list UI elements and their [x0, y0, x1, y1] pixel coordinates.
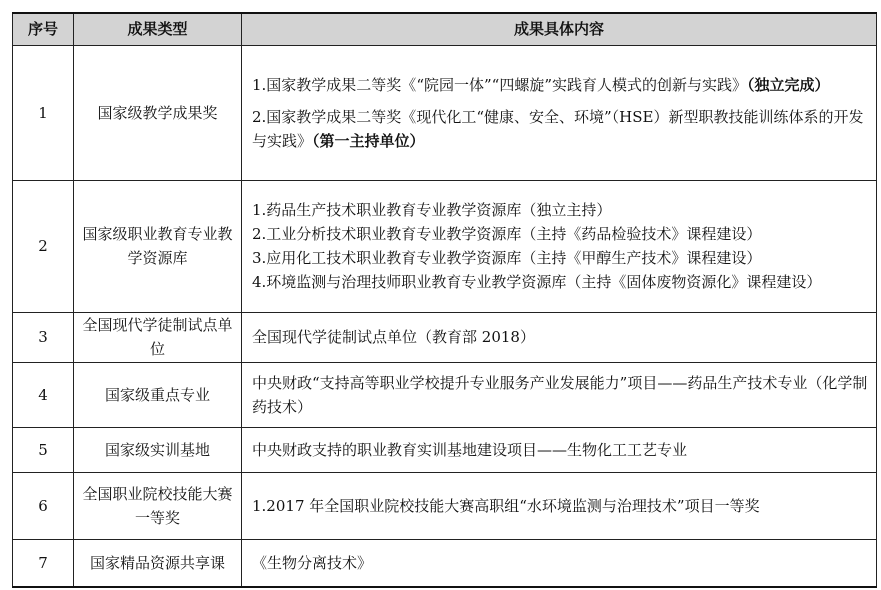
row-content — [242, 45, 877, 180]
row-content — [242, 539, 877, 587]
row-no: 5 — [13, 427, 74, 472]
content-item: 中央财政“支持高等职业学校提升专业服务产业发展能力”项目——药品生产技术专业（化学制药技术） — [252, 373, 868, 416]
content-item: 1.2017 年全国职业院校技能大赛高职组“水环境监测与治理技术”项目一等奖 — [252, 496, 760, 515]
row-type: 国家级职业教育专业教学资源库 — [74, 180, 242, 312]
row-no: 2 — [13, 180, 74, 312]
row-no: 6 — [13, 472, 74, 539]
row-type: 全国现代学徒制试点单位 — [74, 312, 242, 362]
row-content — [242, 180, 877, 312]
row-type: 全国职业院校技能大赛一等奖 — [74, 472, 242, 539]
row-type: 国家级重点专业 — [74, 362, 242, 427]
row-no: 3 — [13, 312, 74, 362]
content-item: 全国现代学徒制试点单位（教育部 2018） — [252, 328, 535, 347]
content-item: 《生物分离技术》 — [252, 553, 373, 572]
content-note: （第一主持单位） — [312, 131, 425, 150]
row-type: 国家级教学成果奖 — [74, 45, 242, 180]
header-content: 成果具体内容 — [242, 13, 877, 45]
table-row — [13, 362, 877, 427]
row-type: 国家精品资源共享课 — [74, 539, 242, 587]
achievements-table — [12, 12, 877, 588]
content-item: 2.工业分析技术职业教育专业教学资源库（主持《药品检验技术》课程建设） — [252, 225, 762, 244]
row-content — [242, 472, 877, 539]
table-row — [13, 312, 877, 362]
row-no: 7 — [13, 539, 74, 587]
table-row — [13, 45, 877, 180]
row-content — [242, 312, 877, 362]
table-row — [13, 180, 877, 312]
header-type: 成果类型 — [74, 13, 242, 45]
row-content — [242, 362, 877, 427]
table-row — [13, 539, 877, 587]
content-item: 4.环境监测与治理技师职业教育专业教学资源库（主持《固体废物资源化》课程建设） — [252, 273, 822, 292]
content-item: 3.应用化工技术职业教育专业教学资源库（主持《甲醇生产技术》课程建设） — [252, 249, 762, 268]
table-row — [13, 427, 877, 472]
row-content — [242, 427, 877, 472]
row-no: 4 — [13, 362, 74, 427]
content-item: 2.国家教学成果二等奖《现代化工“健康、安全、环境”（HSE）新型职教技能训练体系的开发与实践》（第一主持单位） — [252, 107, 864, 150]
table-header-row — [13, 13, 877, 45]
row-type: 国家级实训基地 — [74, 427, 242, 472]
content-item: 1.国家教学成果二等奖《“院园一体”“四螺旋”实践育人模式的创新与实践》（独立完成） — [252, 75, 830, 94]
content-note: （独立完成） — [747, 75, 830, 94]
content-item: 中央财政支持的职业教育实训基地建设项目——生物化工工艺专业 — [252, 440, 688, 459]
header-no: 序号 — [13, 13, 74, 45]
row-no: 1 — [13, 45, 74, 180]
table-row — [13, 472, 877, 539]
content-item: 1.药品生产技术职业教育专业教学资源库（独立主持） — [252, 201, 612, 220]
